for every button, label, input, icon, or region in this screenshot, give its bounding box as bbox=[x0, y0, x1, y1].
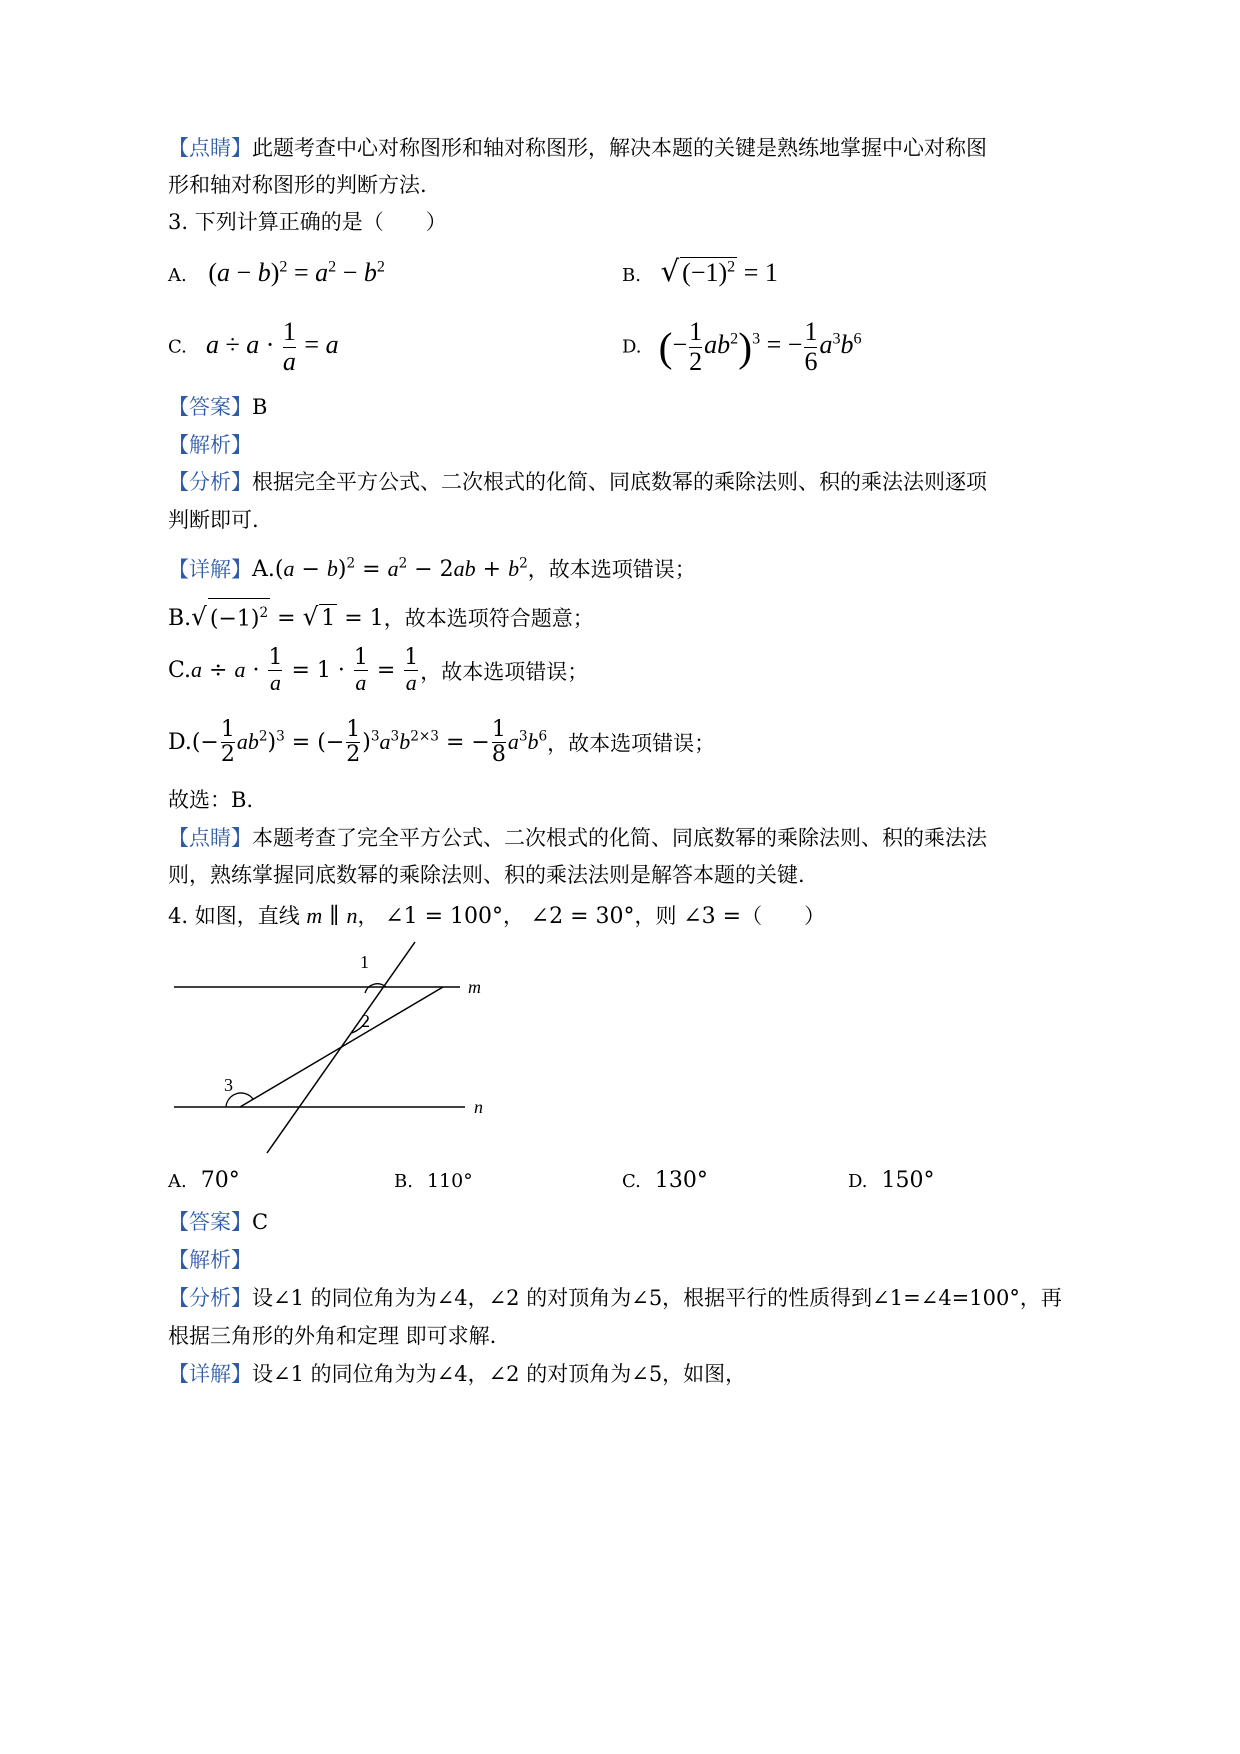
q4-answer-value: C bbox=[252, 1210, 269, 1234]
q3-option-d-label: D. bbox=[622, 336, 642, 358]
q4-stem-angle3: ∠3 = bbox=[683, 904, 742, 929]
q3-dianjing bbox=[168, 824, 987, 852]
q3-dianjing-text-1: 本题考查了完全平方公式、二次根式的化简、同底数幂的乘除法则、积的乘法法 bbox=[252, 826, 987, 850]
q3-option-a bbox=[168, 258, 385, 288]
q4-fenxi bbox=[168, 1284, 1062, 1312]
q3-detail-tag: 【详解】 bbox=[168, 557, 252, 582]
label-m: m bbox=[468, 977, 481, 997]
q3-option-b-label: B. bbox=[622, 265, 641, 286]
q3-answer-tag: 【答案】 bbox=[168, 395, 252, 419]
q4-fenxi-text-1: 设∠1 的同位角为为∠4，∠2 的对顶角为∠5，根据平行的性质得到∠1=∠4=100°，再 bbox=[252, 1286, 1062, 1310]
q3-detail-a-comment: ，故本选项错误； bbox=[527, 557, 696, 582]
q4-answer-tag: 【答案】 bbox=[168, 1210, 252, 1234]
q3-option-b-formula: √ $(-1)^2 = 1$ bbox=[660, 254, 778, 288]
q3-conclusion: 故选：B. bbox=[168, 788, 254, 812]
q4-option-d-value: 150° bbox=[881, 1168, 935, 1193]
transversal-2 bbox=[240, 987, 443, 1107]
q4-figure bbox=[160, 935, 500, 1160]
q3-detail-c-comment: ，故本选项错误； bbox=[420, 660, 589, 685]
q4-option-c-label: C. bbox=[622, 1171, 641, 1192]
q4-option-a-value: 70° bbox=[200, 1168, 240, 1193]
q3-option-a-label: A. bbox=[168, 265, 187, 286]
q3-fenxi-tag: 【分析】 bbox=[168, 470, 252, 494]
q4-option-b-value: 110° bbox=[426, 1170, 473, 1192]
q3-option-c-label: C. bbox=[168, 336, 187, 358]
q4-option-a bbox=[168, 1168, 240, 1193]
q3-detail-b bbox=[168, 598, 594, 633]
q4-option-d-label: D. bbox=[848, 1171, 868, 1192]
q4-jiexi-tag: 【解析】 bbox=[168, 1248, 252, 1272]
dianjing-tag: 【点睛】 bbox=[168, 136, 252, 160]
q4-option-a-label: A. bbox=[168, 1171, 187, 1192]
q4-stem-prefix: 4. 如图，直线 bbox=[168, 904, 300, 928]
q3-answer-value: B bbox=[252, 395, 268, 419]
q4-stem-sep-1: ， bbox=[357, 904, 379, 928]
q4-stem-suffix: ，则 bbox=[634, 904, 677, 928]
q3-option-c bbox=[168, 318, 339, 376]
q3-answer bbox=[168, 393, 267, 421]
q4-stem-end: （ ） bbox=[741, 904, 826, 928]
label-3: 3 bbox=[224, 1075, 233, 1095]
q3-detail-d-formula: D.(− $\frac{1}{2}$ $ab^2)^3$ = (− $\frac{1}{2}$ )$^3a^3b^{2\times 3}$ = − $\frac{1}{8}$ $a^3b^6$ bbox=[168, 717, 548, 768]
dianjing-text-1: 此题考查中心对称图形和轴对称图形，解决本题的关键是熟练地掌握中心对称图 bbox=[252, 136, 987, 160]
dianjing-text-2: 形和轴对称图形的判断方法. bbox=[168, 173, 427, 197]
q3-option-b bbox=[622, 254, 778, 288]
q4-option-b bbox=[394, 1168, 473, 1193]
q3-stem: 3. 下列计算正确的是（ ） bbox=[168, 210, 447, 234]
q4-answer bbox=[168, 1208, 268, 1236]
q3-fenxi bbox=[168, 468, 987, 496]
q3-option-d-formula: (− $\frac{1}{2}$ $ab^2)^3$ = − $\frac{1}{6}$ $a^3b^6$ bbox=[658, 317, 862, 376]
q3-dianjing-text-2: 则，熟练掌握同底数幂的乘除法则、积的乘法法则是解答本题的关键. bbox=[168, 863, 805, 887]
dianjing-paragraph bbox=[168, 134, 987, 162]
label-2: 2 bbox=[361, 1011, 370, 1031]
q4-stem-sep-2: ， bbox=[502, 904, 524, 928]
q3-detail-b-formula: B.√ $(-1)^2$ = √ 1 = 1 bbox=[168, 606, 384, 631]
q4-stem-angle2: ∠2 = 30° bbox=[530, 904, 635, 929]
q4-stem-parallel: m ∥ n bbox=[306, 903, 358, 929]
q4-option-d bbox=[848, 1168, 935, 1193]
label-n: n bbox=[474, 1097, 483, 1117]
q3-option-c-formula: a ÷ a · $\frac{1}{a}$ = a bbox=[205, 317, 339, 376]
q3-detail-c bbox=[168, 646, 588, 696]
q4-detail bbox=[168, 1360, 746, 1388]
q4-stem bbox=[168, 902, 825, 931]
q3-detail-c-formula: C.a ÷ a · $\frac{1}{a}$ = 1 · $\frac{1}{a}$ = $\frac{1}{a}$ bbox=[168, 645, 419, 696]
q3-option-d bbox=[622, 318, 862, 376]
q3-fenxi-text-2: 判断即可. bbox=[168, 508, 259, 532]
q3-fenxi-text-1: 根据完全平方公式、二次根式的化简、同底数幂的乘除法则、积的乘法法则逐项 bbox=[252, 470, 987, 494]
q4-stem-angle1: ∠1 = 100° bbox=[385, 904, 503, 929]
q4-option-c-value: 130° bbox=[654, 1168, 708, 1193]
q4-detail-tag: 【详解】 bbox=[168, 1362, 252, 1386]
q3-detail-a-formula: $A.(a - b)^2 = a^2 - 2ab + b^2$ bbox=[252, 556, 528, 583]
q3-detail-d-comment: ，故本选项错误； bbox=[547, 731, 716, 756]
angle-3-arc bbox=[226, 1093, 253, 1107]
label-1: 1 bbox=[360, 952, 369, 972]
q3-dianjing-tag: 【点睛】 bbox=[168, 826, 252, 850]
q3-option-a-formula: $(a - b)^2 = a^2 - b^2$ bbox=[208, 258, 385, 287]
q3-detail-a bbox=[168, 550, 696, 584]
q4-option-c bbox=[622, 1168, 708, 1193]
q4-option-b-label: B. bbox=[394, 1171, 413, 1192]
q4-fenxi-text-2: 根据三角形的外角和定理 即可求解. bbox=[168, 1324, 497, 1348]
q3-jiexi-tag: 【解析】 bbox=[168, 433, 252, 457]
q3-detail-d bbox=[168, 718, 715, 767]
q3-detail-b-comment: ，故本选项符合题意； bbox=[383, 606, 594, 631]
q4-detail-text: 设∠1 的同位角为为∠4，∠2 的对顶角为∠5，如图， bbox=[252, 1362, 747, 1386]
q4-fenxi-tag: 【分析】 bbox=[168, 1286, 252, 1310]
